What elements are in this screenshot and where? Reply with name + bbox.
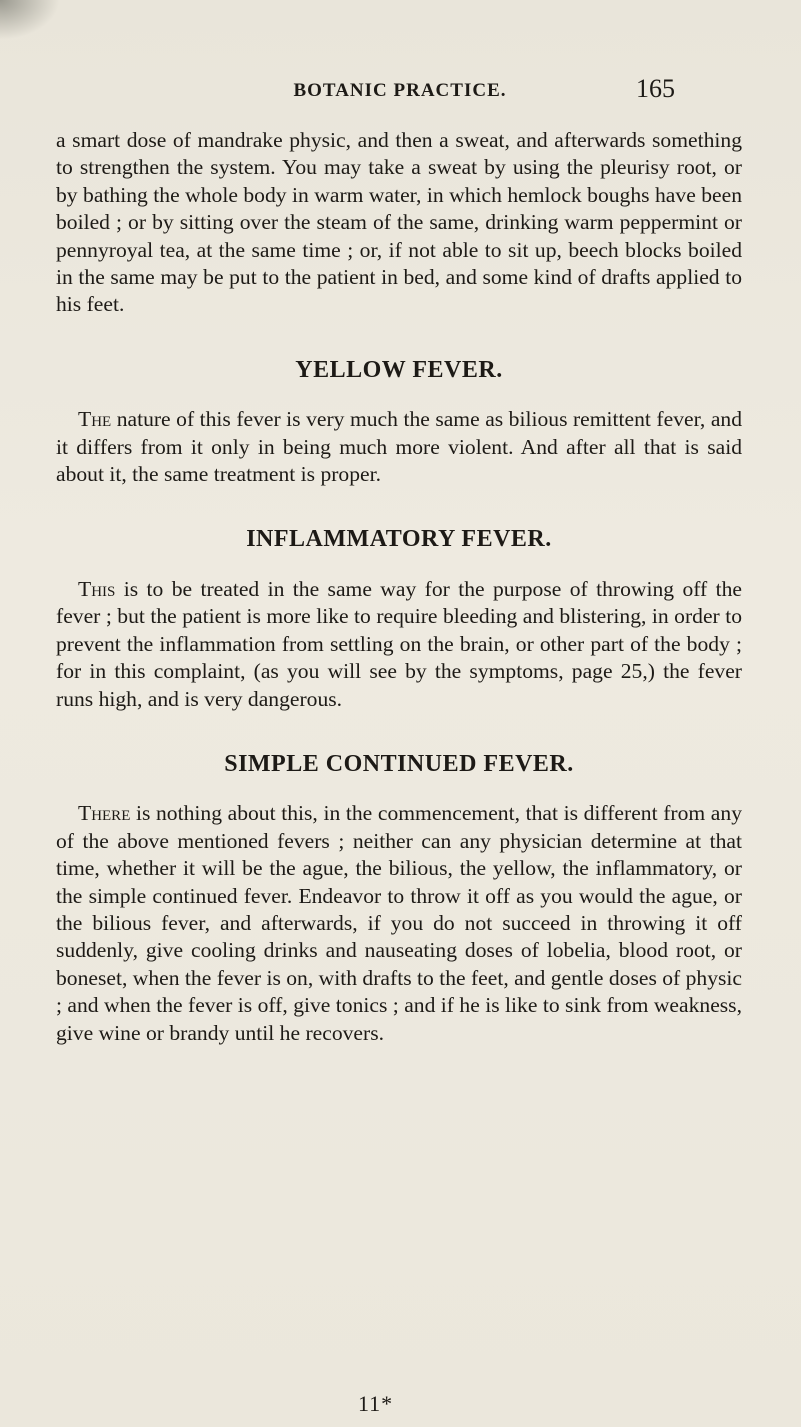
section-heading-simple-continued-fever: SIMPLE CONTINUED FEVER. [224, 750, 574, 777]
page-corner-stain [0, 0, 60, 40]
paragraph-lead-word: This [78, 576, 116, 601]
intro-paragraph: a smart dose of mandrake physic, and then a sweat, and afterwards something to strengthen the system. You may take a sweat by using the pleurisy root, or by bathing the whole body in warm water, in which hemlock boughs have been boiled ; or by sitting over the steam of the same, drinking warm peppermint or pennyroyal tea, at the same time ; or, if not able to sit up, beech blocks boiled in the same may be put to the patient in bed, and some kind of drafts applied to his feet. [56, 128, 742, 317]
running-title: BOTANIC PRACTICE. [293, 80, 507, 101]
simple-continued-fever-paragraph [56, 800, 742, 1047]
yellow-fever-paragraph [56, 406, 742, 488]
inflammatory-fever-paragraph [56, 576, 742, 713]
section-heading-yellow-fever: YELLOW FEVER. [295, 356, 503, 383]
paragraph-text: nature of this fever is very much the same as bilious remittent fever, and it differs from it only in being much more violent. And after all that is said about it, the same treatment is proper. [56, 407, 742, 487]
section-heading-inflammatory-fever: INFLAMMATORY FEVER. [246, 526, 552, 553]
paragraph-lead-word: There [78, 801, 131, 826]
signature-mark: 11* [358, 1391, 394, 1416]
paragraph-text: is to be treated in the same way for the purpose of throwing off the fever ; but the patient is more like to require bleeding and blistering, in order to prevent the inflammation from settling on the brain, or other part of the body ; for in this complaint, (as you will see by the symptoms, page 25,) the fever runs high, and is very dangerous. [56, 576, 742, 711]
paragraph-text: is nothing about this, in the commencement, that is different from any of the above mentioned fevers ; neither can any physician determine at that time, whether it will be the ague, the bilious, the yellow, the inflammatory, or the simple continued fever. Endeavor to throw it off as you would the ague, or the bilious fever, and afterwards, if you do not succeed in throwing it off suddenly, give cooling drinks and nauseating doses of lobelia, blood root, or boneset, when the fever is on, with drafts to the feet, and gentle doses of physic ; and when the fever is off, give tonics ; and if he is like to sink from weakness, give wine or brandy until he recovers. [56, 801, 743, 1045]
page-body [56, 127, 742, 1047]
paragraph-lead-word: The [78, 407, 112, 432]
page-number: 165 [636, 74, 675, 103]
